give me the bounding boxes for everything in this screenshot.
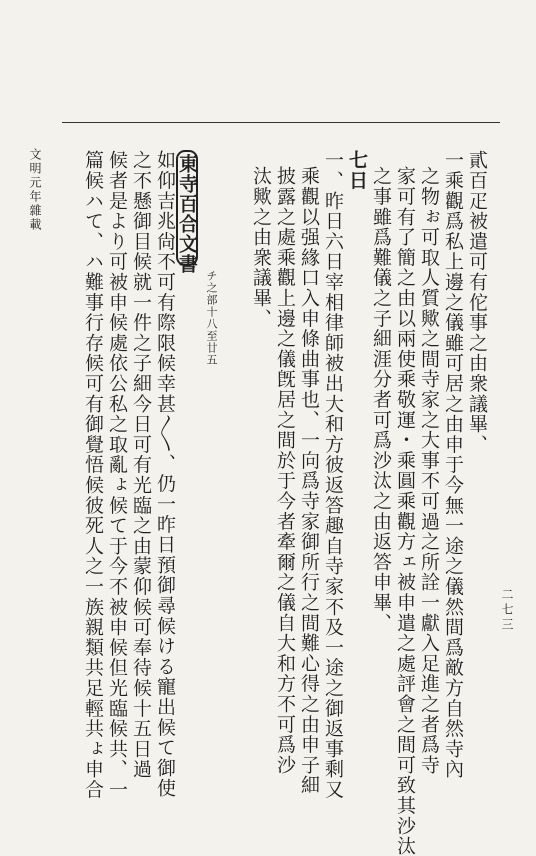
- text-column-5: 之事雖爲難儀之子細涯分者可爲沙汰之由返答申畢、: [370, 166, 392, 633]
- source-section-note: チ之部十八至廿五: [205, 270, 218, 366]
- day-heading: 七日: [346, 150, 368, 191]
- letter-column-3: 候者是より可被申候處依公私之取亂ょ候て于今不被申候但光臨候共、一: [106, 150, 128, 800]
- text-column-9: 披露之處乘觀上邊之儀旣居之間於于今者牽爾之儀自大和方不可爲沙: [274, 166, 296, 775]
- text-column-3: 之物ぉ可取人質歟之間寺家之大事不可過之所詮一獻入足進之者爲寺: [418, 166, 440, 775]
- running-header: 文明元年雜載: [28, 148, 42, 232]
- text-column-4: 家可有了簡之由以兩使乘敬運・乘圓乘觀方ェ被申遣之處評會之間可致其沙汰: [394, 166, 416, 856]
- letter-column-4: 篇候ハて、ハ難事行存候可有御覺悟候彼死人之一族親類共足輕共ょ申合: [82, 150, 104, 800]
- text-column-7: 一、昨日六日宰相律師被出大和方彼返答趣自寺家不及一途之御返事剩又: [322, 150, 344, 800]
- header-rule: [62, 122, 500, 123]
- text-column-2: 一乘觀爲私上邊之儀雖可居之由申于今無一途之儀然間爲敵方自然寺內: [442, 150, 464, 780]
- text-column-1: 貳百疋被遣可有佗事之由衆議畢、: [466, 150, 488, 455]
- page-number: 二七三: [500, 588, 514, 633]
- text-column-10: 汰歟之由衆議畢、: [250, 166, 272, 329]
- source-label: 東寺百合文書: [176, 154, 198, 274]
- text-column-8: 乘觀以强緣口入申條曲事也、一向爲寺家御所行之間難心得之由申子細: [298, 166, 320, 796]
- letter-column-1: 如仰吉兆尙不可有際限候幸甚〳〵、仍一昨日預御尋候ける寵出候て御使: [154, 150, 176, 799]
- letter-column-2: 之不懸御目候就一件之子細今日可有光臨之由蒙仰候可奉待候十五日過: [130, 150, 152, 780]
